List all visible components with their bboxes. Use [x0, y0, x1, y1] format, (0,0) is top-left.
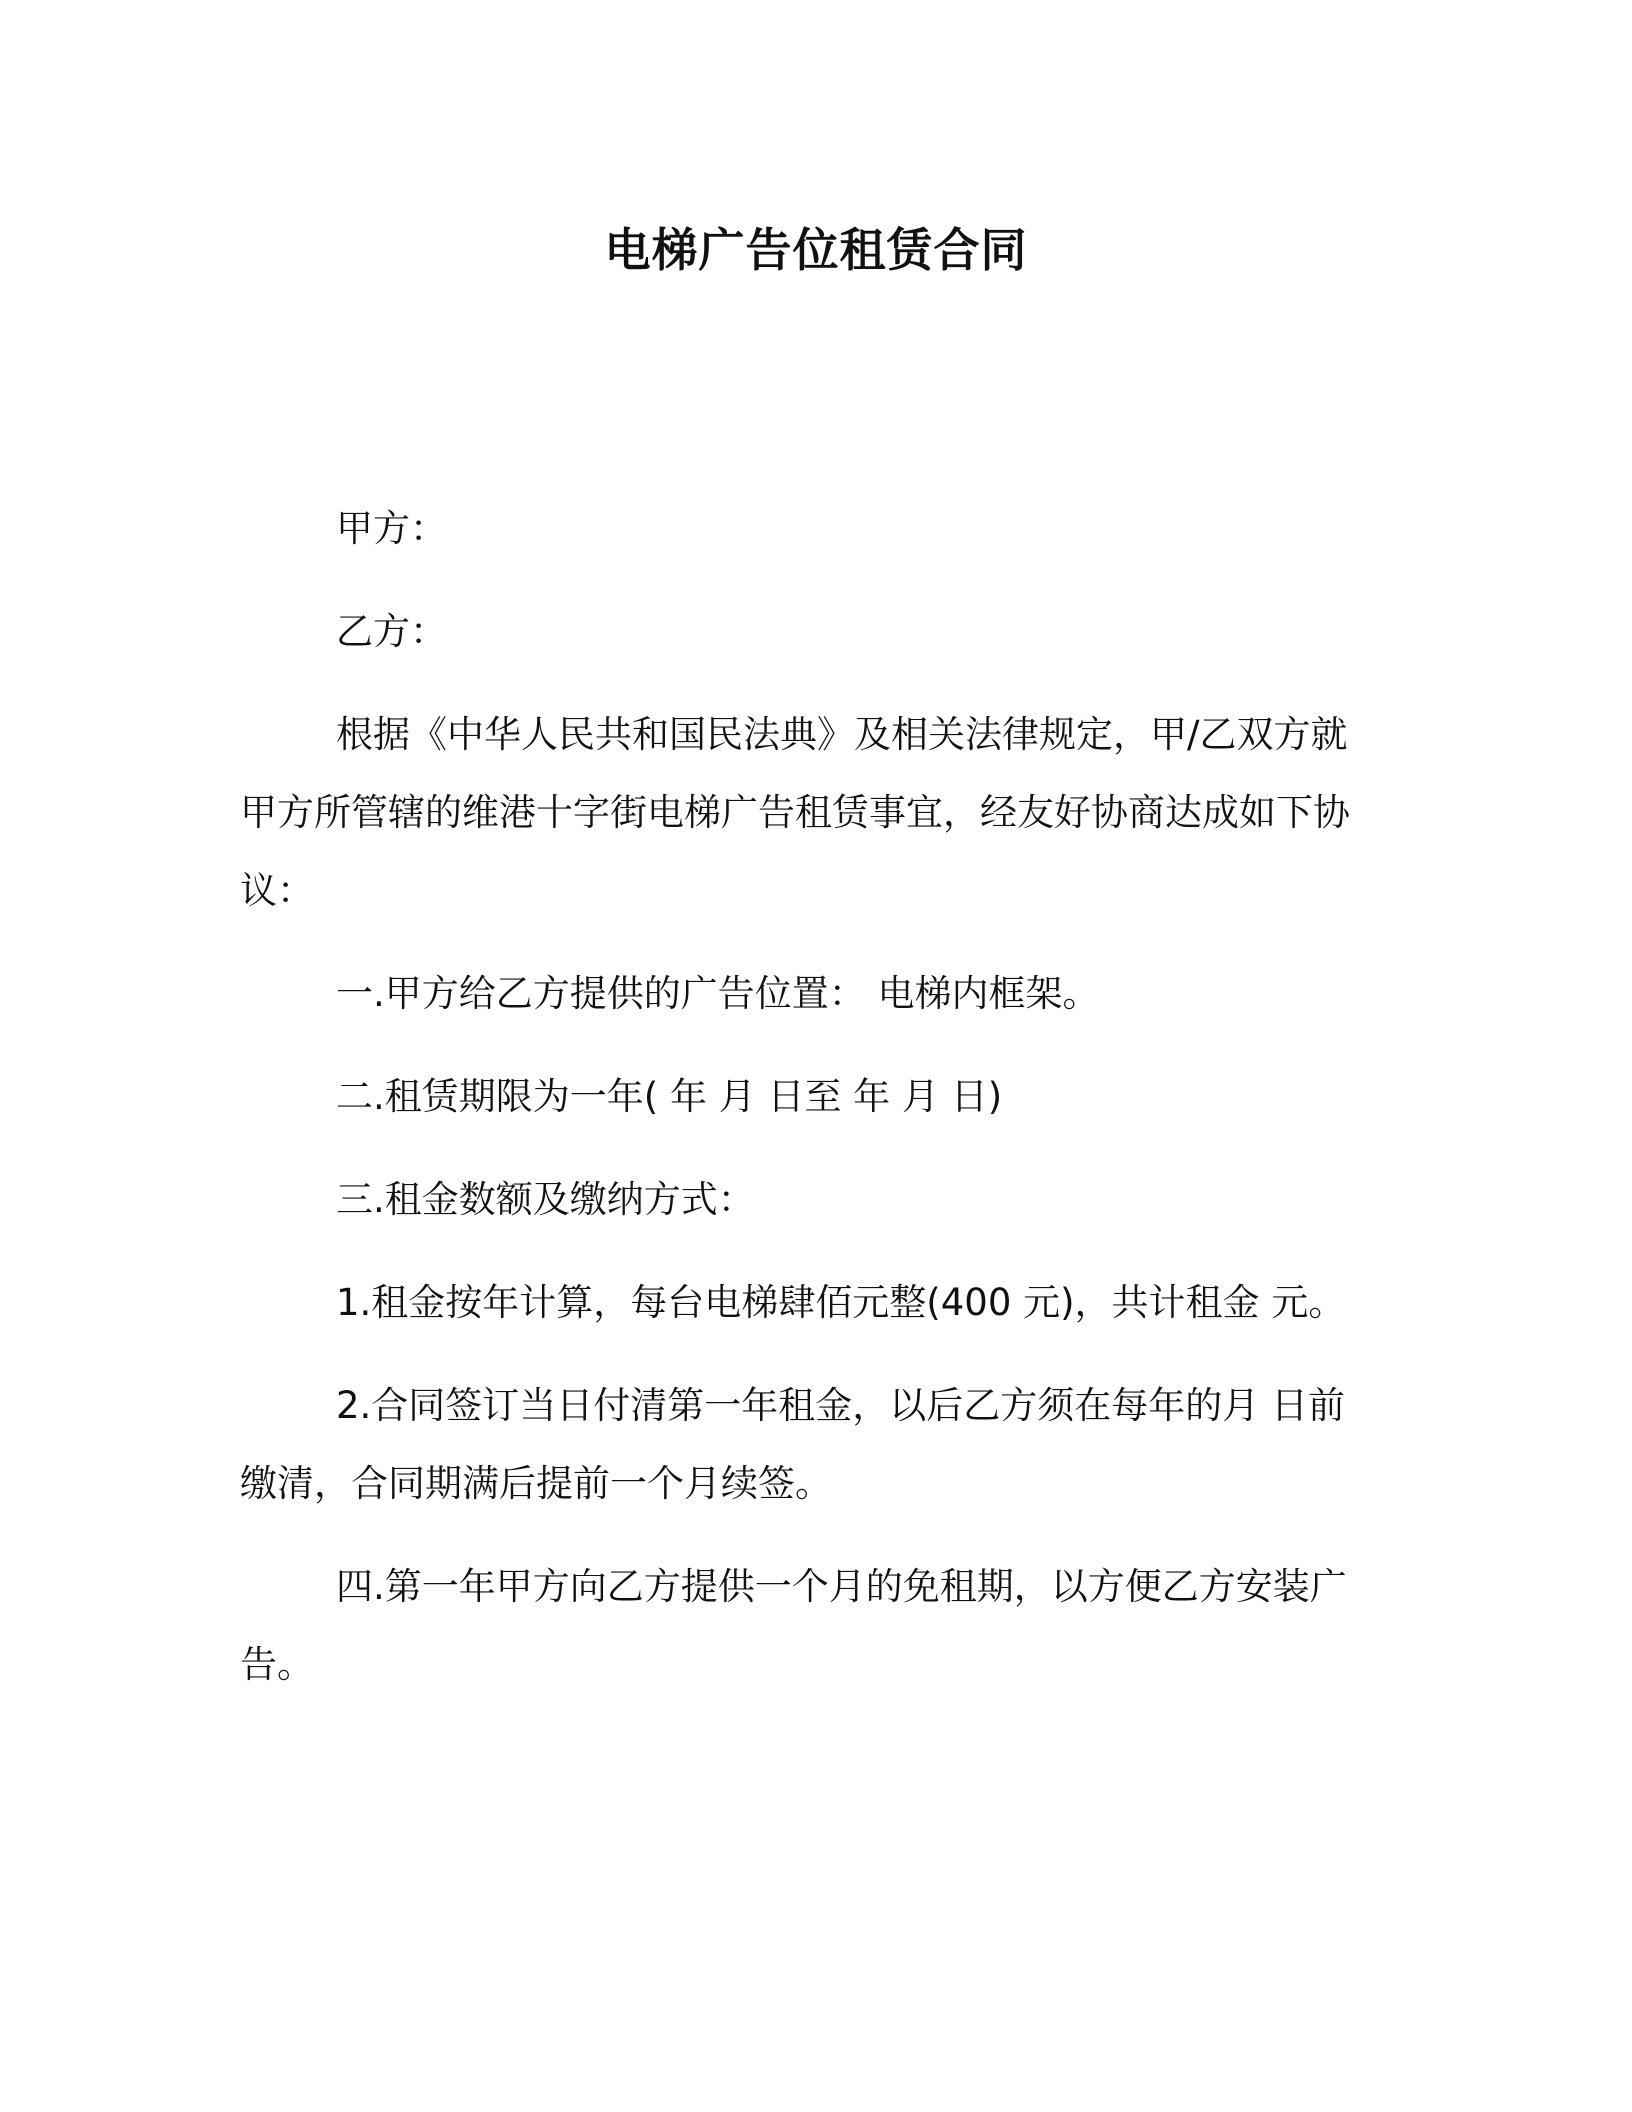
- party-b-line: 乙方：: [336, 610, 447, 653]
- clause-2-lease-term: 二.租赁期限为一年( 年 月 日至 年 月 日): [336, 1075, 1003, 1118]
- party-a-line: 甲方：: [336, 507, 447, 550]
- clause-3-item-1: 1.租金按年计算，每台电梯肆佰元整(400 元)，共计租金 元。: [336, 1281, 1346, 1324]
- clause-1-ad-location: 一.甲方给乙方提供的广告位置： 电梯内框架。: [336, 972, 1100, 1015]
- document-title: 电梯广告位租赁合同: [604, 223, 1028, 277]
- clause-3-item-2: 2.合同签订当日付清第一年租金，以后乙方须在每年的月 日前缴清，合同期满后提前一个月续签。: [240, 1384, 1346, 1505]
- clause-4-rent-free-period: 四.第一年甲方向乙方提供一个月的免租期，以方便乙方安装广告。: [240, 1565, 1347, 1686]
- preamble-paragraph: 根据《中华人民共和国民法典》及相关法律规定，甲/乙双方就甲方所管辖的维港十字街电梯广告租赁事宜，经友好协商达成如下协议：: [240, 713, 1350, 912]
- contract-body: [240, 490, 1380, 1729]
- clause-3-rent-payment: 三.租金数额及缴纳方式：: [336, 1178, 755, 1221]
